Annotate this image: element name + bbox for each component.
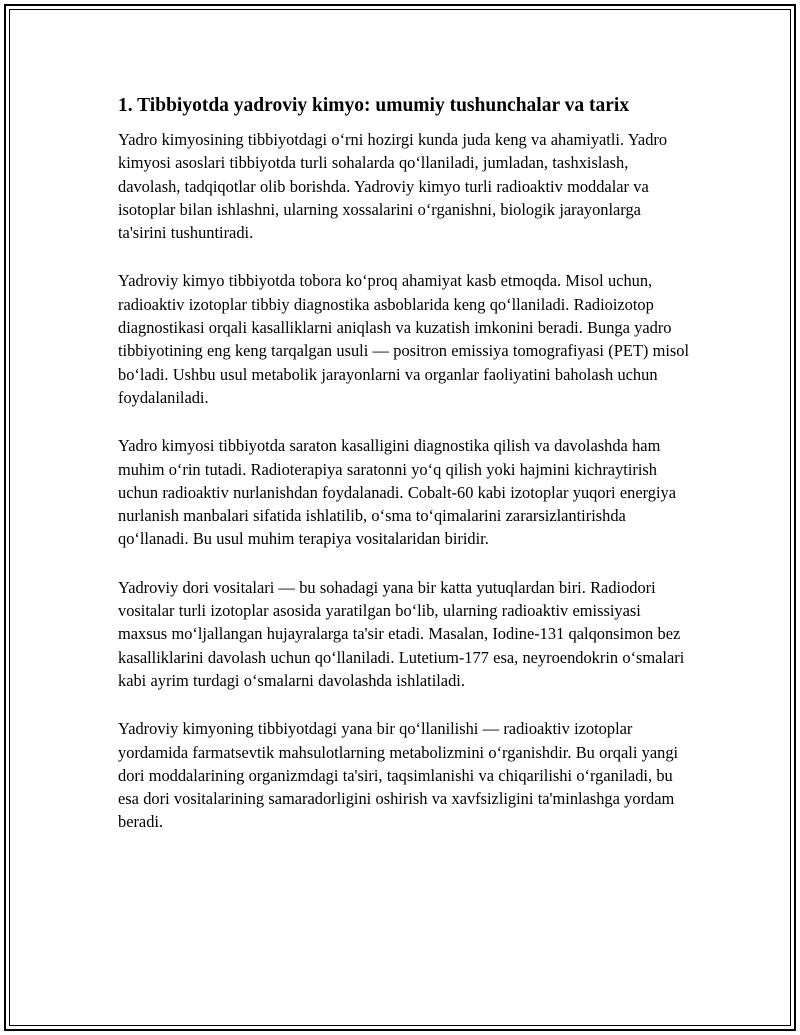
document-body bbox=[118, 92, 690, 859]
paragraph-2: Yadroviy kimyo tibbiyotda tobora ko‘proq ahamiyat kasb etmoqda. Misol uchun, radioaktiv izotoplar tibbiy diagnostika asboblarida keng qo‘llaniladi. Radioizotop diagnostikasi orqali kasalliklarni aniqlash va kuzatish imkonini beradi. Bunga yadro tibbiyotining eng keng tarqalgan usuli — positron emissiya tomografiyasi (PET) misol bo‘ladi. Ushbu usul metabolik jarayonlarni va organlar faoliyatini baholash uchun foydalaniladi. bbox=[118, 271, 690, 407]
paragraph-5: Yadroviy kimyoning tibbiyotdagi yana bir qo‘llanilishi — radioaktiv izotoplar yordamida farmatsevtik mahsulotlarning metabolizmini o‘rganishdir. Bu orqali yangi dori moddalarining organizmdagi ta'siri, taqsimlanishi va chiqarilishi o‘rganiladi, bu esa dori vositalarining samaradorligini oshirish va xavfsizligini ta'minlashga yordam beradi. bbox=[118, 719, 679, 832]
section-heading: 1. Tibbiyotda yadroviy kimyo: umumiy tushunchalar va tarix bbox=[118, 95, 630, 116]
paragraph-1: Yadro kimyosining tibbiyotdagi o‘rni hozirgi kunda juda keng va ahamiyatli. Yadro kimyosi asoslari tibbiyotda turli sohalarda qo‘llaniladi, jumladan, tashxislash, davolash, tadqiqotlar olib borishda. Yadroviy kimyo turli radioaktiv moddalar va isotoplar bilan ishlashni, ularning xossalarini o‘rganishni, biologik jarayonlarga ta'sirini tushuntiradi. bbox=[118, 130, 668, 243]
paragraph-4: Yadroviy dori vositalari — bu sohadagi yana bir katta yutuqlardan biri. Radiodori vositalar turli izotoplar asosida yaratilgan bo‘lib, ularning radioaktiv emissiyasi maxsus mo‘ljallangan hujayralarga ta'sir etadi. Masalan, Iodine-131 qalqonsimon bez kasalliklarini davolash uchun qo‘llaniladi. Lutetium-177 esa, neyroendokrin o‘smalari kabi ayrim turdagi o‘smalarni davolashda ishlatiladi. bbox=[118, 577, 685, 690]
paragraph-3: Yadro kimyosi tibbiyotda saraton kasalligini diagnostika qilish va davolashda ham muhim o‘rin tutadi. Radioterapiya saratonni yo‘q qilish yoki hajmini kichraytirish uchun radioaktiv nurlanishdan foydalanadi. Cobalt-60 kabi izotoplar yuqori energiya nurlanish manbalari sifatida ishlatilib, o‘sma to‘qimalarini zararsizlantirishda qo‘llanadi. Bu usul muhim terapiya vositalaridan biridir. bbox=[118, 436, 676, 549]
